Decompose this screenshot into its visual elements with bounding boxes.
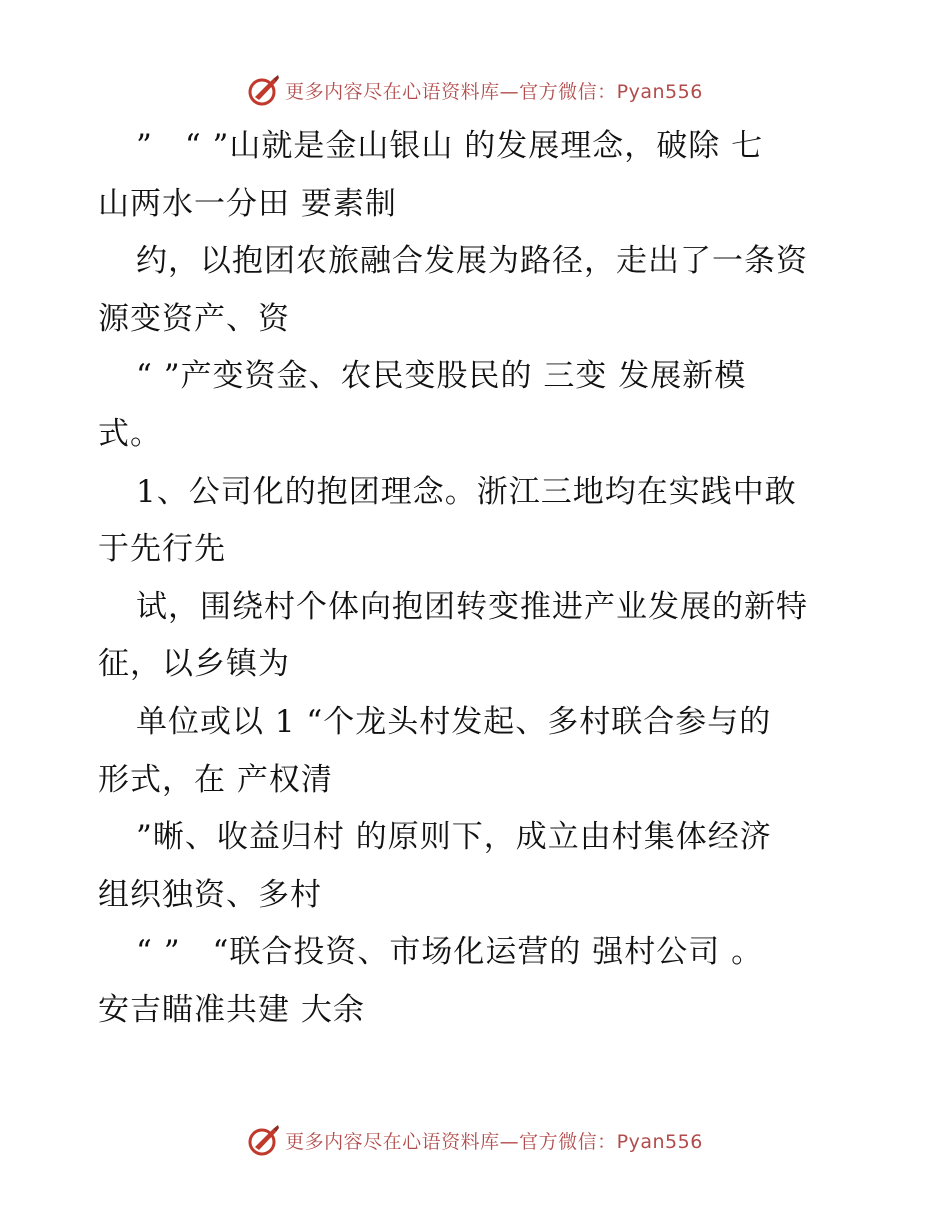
text-line: 山两水一分田 要素制 <box>98 185 397 222</box>
banner-text: 更多内容尽在心语资料库—官方微信：Pyan556 <box>285 1130 703 1153</box>
text-line: “ ” “联合投资、市场化运营的 强村公司 。 <box>136 934 764 971</box>
document-body <box>98 118 858 1040</box>
text-line: “ ”产变资金、农民变股民的 三变 发展新模 <box>136 358 747 395</box>
text-line: 试，围绕村个体向抱团转变推进产业发展的新特 <box>136 588 808 625</box>
text-line: 单位或以 1 “个龙头村发起、多村联合参与的 <box>136 703 772 740</box>
text-line: 组织独资、多村 <box>98 876 322 913</box>
text-line: 于先行先 <box>98 531 226 568</box>
banner-text: 更多内容尽在心语资料库—官方微信：Pyan556 <box>285 80 703 103</box>
text-line: ” “ ”山就是金山银山 的发展理念，破除 七 <box>136 128 764 164</box>
text-line: 征，以乡镇为 <box>98 646 290 683</box>
text-line: ”晰、收益归村 的原则下，成立由村集体经济 <box>136 819 772 856</box>
quill-pen-logo-icon <box>247 1123 281 1157</box>
footer-banner <box>0 1120 950 1160</box>
text-line: 源变资产、资 <box>98 300 290 337</box>
text-line: 安吉瞄准共建 大余 <box>98 991 365 1028</box>
quill-pen-logo-icon <box>247 73 281 107</box>
text-line: 1、公司化的抱团理念。浙江三地均在实践中敢 <box>136 473 797 510</box>
text-line: 式。 <box>98 415 162 452</box>
text-line: 约，以抱团农旅融合发展为路径，走出了一条资 <box>136 243 808 280</box>
header-banner <box>0 70 950 110</box>
text-line: 形式，在 产权清 <box>98 761 333 798</box>
